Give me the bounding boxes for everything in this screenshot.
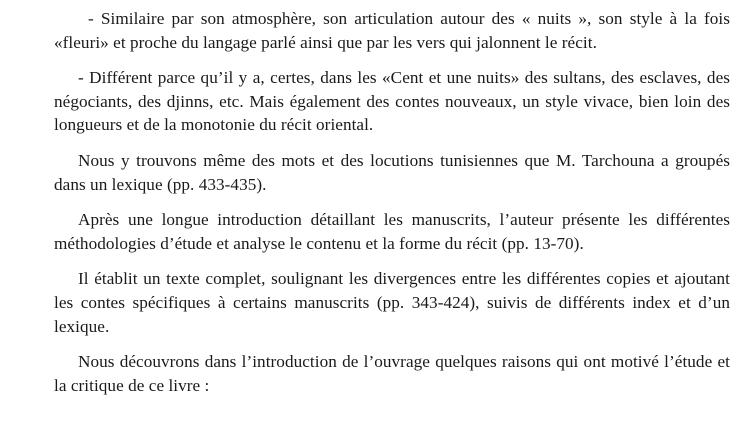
paragraph-introduction: Après une longue introduction détaillant les manuscrits, l’auteur présente les différentes méthodologies d’étude et analyse le contenu et la forme du récit (pp. 13-70). bbox=[54, 210, 730, 253]
paragraph-different: - Différent parce qu’il y a, certes, dans les «Cent et une nuits» des sultans, des esclaves, des négociants, des djinns, etc. Mais également des contes nouveaux, un style vivace, bien loin des longueurs et de la monotonie du récit oriental. bbox=[54, 68, 730, 135]
paragraph-complete-text: Il établit un texte complet, soulignant les divergences entre les différentes copies et ajoutant les contes spécifiques à certains manuscrits (pp. 343-424), suivis de différents index et d’un lexique. bbox=[54, 269, 730, 336]
cut-off-line-text bbox=[54, 0, 730, 3]
paragraph-tunisian-words: Nous y trouvons même des mots et des locutions tunisiennes que M. Tarchouna a groupés dans un lexique (pp. 433-435). bbox=[54, 150, 730, 194]
paragraph-similar: - Similaire par son atmosphère, son articulation autour des « nuits », son style à la fois «fleuri» et proche du langage parlé ainsi que par les vers qui jalonnent le récit. bbox=[54, 9, 730, 52]
cut-off-previous-line bbox=[54, 0, 730, 3]
paragraph-reasons: Nous découvrons dans l’introduction de l’ouvrage quelques raisons qui ont motivé l’étude et la critique de ce livre : bbox=[54, 352, 730, 395]
document-page bbox=[54, 0, 730, 409]
